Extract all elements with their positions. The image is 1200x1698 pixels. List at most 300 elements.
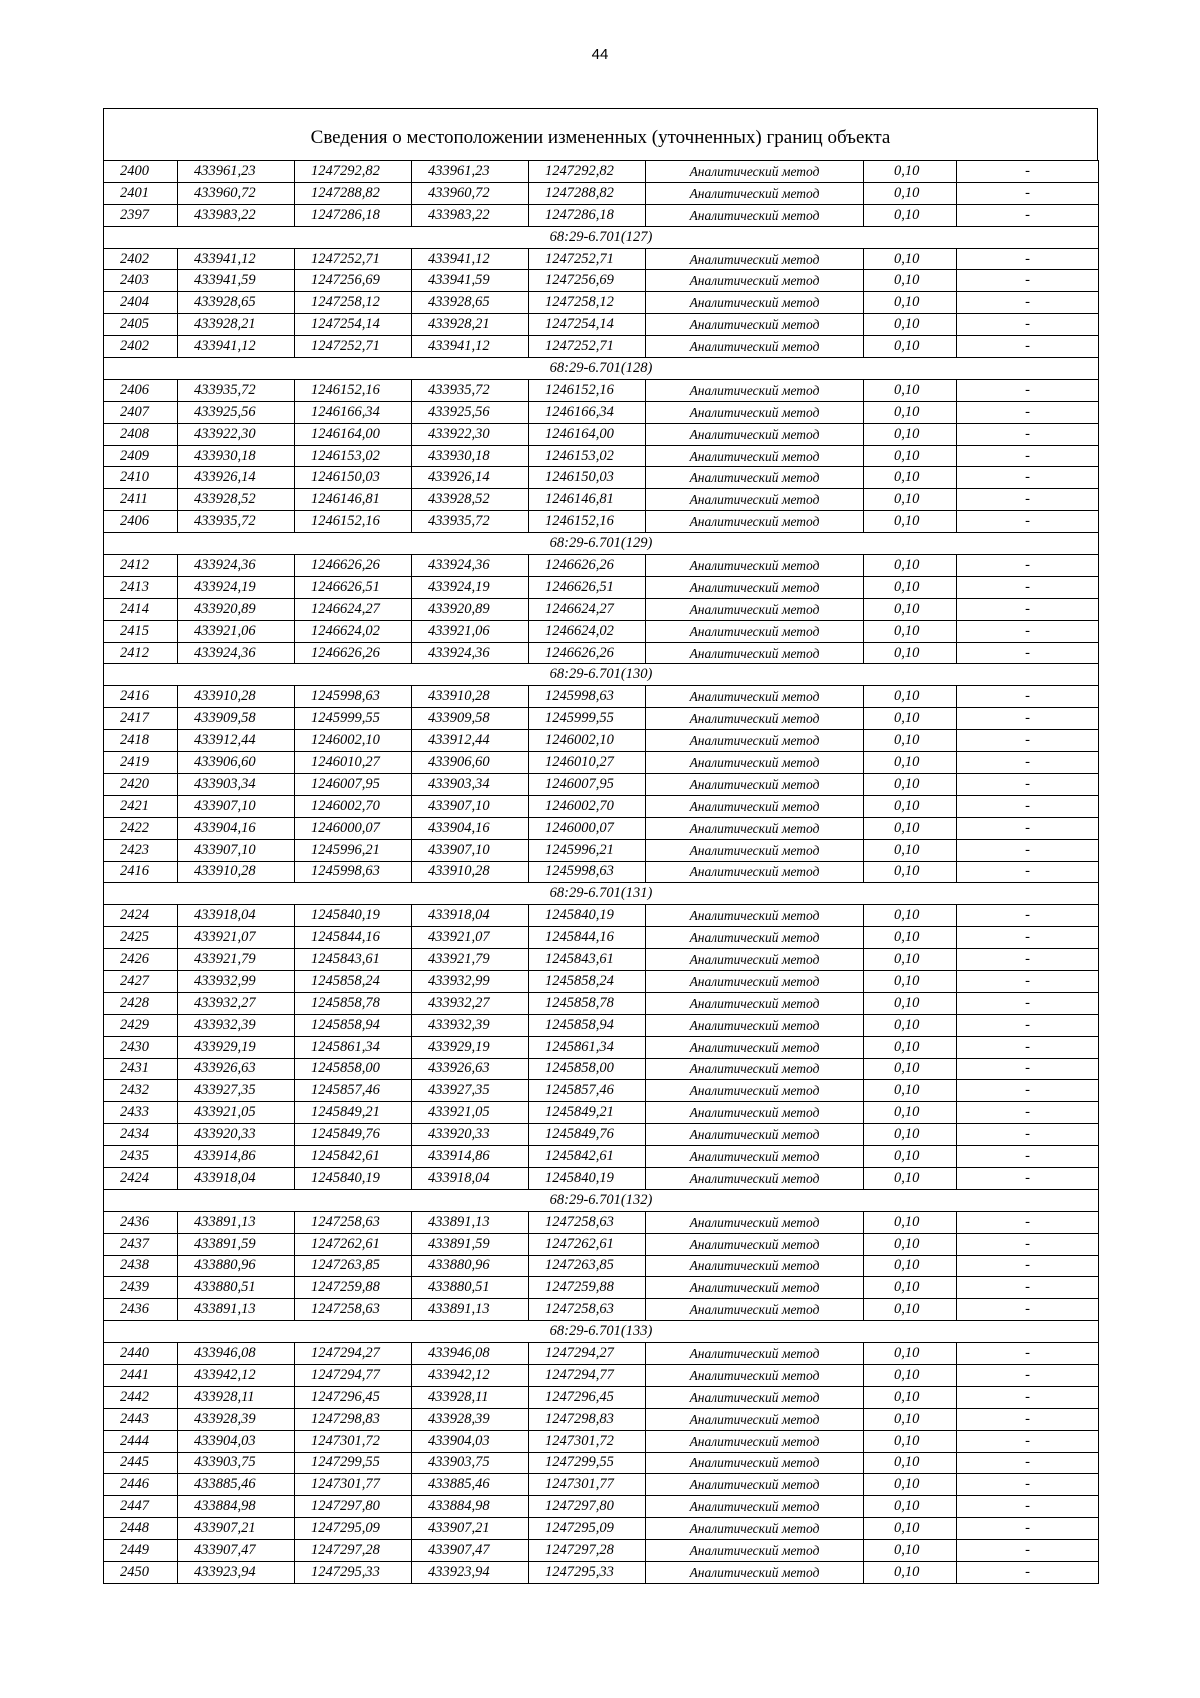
description-cell: - xyxy=(957,1102,1099,1124)
y-new-cell: 1246146,81 xyxy=(529,489,646,511)
y-new-cell: 1247259,88 xyxy=(529,1277,646,1299)
point-number-cell: 2426 xyxy=(104,949,178,971)
accuracy-cell: 0,10 xyxy=(864,270,957,292)
table-row xyxy=(104,467,1099,489)
x-new-cell: 433903,34 xyxy=(412,773,529,795)
y-old-cell: 1245857,46 xyxy=(295,1080,412,1102)
description-cell: - xyxy=(957,1211,1099,1233)
method-cell: Аналитический метод xyxy=(646,379,864,401)
y-old-cell: 1245840,19 xyxy=(295,905,412,927)
y-old-cell: 1246150,03 xyxy=(295,467,412,489)
x-old-cell: 433942,12 xyxy=(178,1364,295,1386)
point-number-cell: 2448 xyxy=(104,1518,178,1540)
table-row xyxy=(104,1430,1099,1452)
description-cell: - xyxy=(957,1299,1099,1321)
accuracy-cell: 0,10 xyxy=(864,1496,957,1518)
y-old-cell: 1245849,21 xyxy=(295,1102,412,1124)
x-new-cell: 433918,04 xyxy=(412,905,529,927)
table-row xyxy=(104,1255,1099,1277)
x-new-cell: 433941,12 xyxy=(412,336,529,358)
y-old-cell: 1245840,19 xyxy=(295,1167,412,1189)
y-new-cell: 1247252,71 xyxy=(529,248,646,270)
y-old-cell: 1246007,95 xyxy=(295,773,412,795)
x-old-cell: 433891,13 xyxy=(178,1211,295,1233)
y-new-cell: 1247292,82 xyxy=(529,161,646,183)
point-number-cell: 2444 xyxy=(104,1430,178,1452)
y-old-cell: 1246152,16 xyxy=(295,511,412,533)
point-number-cell: 2425 xyxy=(104,927,178,949)
x-new-cell: 433904,16 xyxy=(412,817,529,839)
table-row xyxy=(104,1518,1099,1540)
x-new-cell: 433935,72 xyxy=(412,511,529,533)
x-old-cell: 433907,47 xyxy=(178,1540,295,1562)
y-old-cell: 1247252,71 xyxy=(295,248,412,270)
accuracy-cell: 0,10 xyxy=(864,795,957,817)
x-old-cell: 433935,72 xyxy=(178,511,295,533)
y-new-cell: 1247301,72 xyxy=(529,1430,646,1452)
description-cell: - xyxy=(957,1146,1099,1168)
accuracy-cell: 0,10 xyxy=(864,182,957,204)
table-row xyxy=(104,949,1099,971)
point-number-cell: 2397 xyxy=(104,204,178,226)
x-new-cell: 433904,03 xyxy=(412,1430,529,1452)
accuracy-cell: 0,10 xyxy=(864,817,957,839)
table-row xyxy=(104,1036,1099,1058)
method-cell: Аналитический метод xyxy=(646,861,864,883)
accuracy-cell: 0,10 xyxy=(864,1562,957,1584)
description-cell: - xyxy=(957,1408,1099,1430)
method-cell: Аналитический метод xyxy=(646,752,864,774)
point-number-cell: 2439 xyxy=(104,1277,178,1299)
table-row xyxy=(104,314,1099,336)
point-number-cell: 2423 xyxy=(104,839,178,861)
table-title: Сведения о местоположении измененных (уточненных) границ объекта xyxy=(103,108,1098,160)
description-cell: - xyxy=(957,1036,1099,1058)
section-header-row xyxy=(104,664,1099,686)
description-cell: - xyxy=(957,1562,1099,1584)
method-cell: Аналитический метод xyxy=(646,620,864,642)
method-cell: Аналитический метод xyxy=(646,401,864,423)
table-row xyxy=(104,752,1099,774)
section-label: 68:29-6.701(133) xyxy=(104,1321,1099,1343)
method-cell: Аналитический метод xyxy=(646,1562,864,1584)
accuracy-cell: 0,10 xyxy=(864,1255,957,1277)
description-cell: - xyxy=(957,401,1099,423)
point-number-cell: 2421 xyxy=(104,795,178,817)
x-old-cell: 433904,16 xyxy=(178,817,295,839)
y-old-cell: 1247299,55 xyxy=(295,1452,412,1474)
table-row xyxy=(104,1452,1099,1474)
description-cell: - xyxy=(957,1343,1099,1365)
x-new-cell: 433983,22 xyxy=(412,204,529,226)
x-old-cell: 433921,06 xyxy=(178,620,295,642)
accuracy-cell: 0,10 xyxy=(864,839,957,861)
x-new-cell: 433910,28 xyxy=(412,861,529,883)
y-new-cell: 1247258,63 xyxy=(529,1299,646,1321)
accuracy-cell: 0,10 xyxy=(864,379,957,401)
description-cell: - xyxy=(957,161,1099,183)
x-new-cell: 433928,39 xyxy=(412,1408,529,1430)
description-cell: - xyxy=(957,949,1099,971)
x-old-cell: 433930,18 xyxy=(178,445,295,467)
table-row xyxy=(104,730,1099,752)
description-cell: - xyxy=(957,1518,1099,1540)
y-new-cell: 1245858,24 xyxy=(529,970,646,992)
table-row xyxy=(104,839,1099,861)
section-header-row xyxy=(104,1189,1099,1211)
method-cell: Аналитический метод xyxy=(646,1518,864,1540)
accuracy-cell: 0,10 xyxy=(864,445,957,467)
accuracy-cell: 0,10 xyxy=(864,970,957,992)
x-old-cell: 433907,10 xyxy=(178,839,295,861)
y-new-cell: 1247252,71 xyxy=(529,336,646,358)
x-new-cell: 433924,36 xyxy=(412,555,529,577)
description-cell: - xyxy=(957,248,1099,270)
method-cell: Аналитический метод xyxy=(646,1080,864,1102)
accuracy-cell: 0,10 xyxy=(864,927,957,949)
description-cell: - xyxy=(957,1452,1099,1474)
point-number-cell: 2446 xyxy=(104,1474,178,1496)
x-new-cell: 433929,19 xyxy=(412,1036,529,1058)
y-old-cell: 1246000,07 xyxy=(295,817,412,839)
y-old-cell: 1247297,80 xyxy=(295,1496,412,1518)
description-cell: - xyxy=(957,314,1099,336)
x-new-cell: 433921,79 xyxy=(412,949,529,971)
x-old-cell: 433941,12 xyxy=(178,336,295,358)
y-old-cell: 1246626,51 xyxy=(295,576,412,598)
point-number-cell: 2407 xyxy=(104,401,178,423)
description-cell: - xyxy=(957,992,1099,1014)
x-old-cell: 433926,63 xyxy=(178,1058,295,1080)
description-cell: - xyxy=(957,839,1099,861)
x-old-cell: 433920,33 xyxy=(178,1124,295,1146)
table-row xyxy=(104,708,1099,730)
section-label: 68:29-6.701(128) xyxy=(104,358,1099,380)
description-cell: - xyxy=(957,620,1099,642)
point-number-cell: 2429 xyxy=(104,1014,178,1036)
method-cell: Аналитический метод xyxy=(646,773,864,795)
y-old-cell: 1247292,82 xyxy=(295,161,412,183)
table-row xyxy=(104,642,1099,664)
table-row xyxy=(104,620,1099,642)
y-new-cell: 1247297,28 xyxy=(529,1540,646,1562)
table-row xyxy=(104,1474,1099,1496)
y-new-cell: 1247286,18 xyxy=(529,204,646,226)
table-row xyxy=(104,423,1099,445)
table-row xyxy=(104,1058,1099,1080)
method-cell: Аналитический метод xyxy=(646,1124,864,1146)
x-new-cell: 433923,94 xyxy=(412,1562,529,1584)
y-new-cell: 1245849,76 xyxy=(529,1124,646,1146)
table-row xyxy=(104,1211,1099,1233)
y-old-cell: 1247258,63 xyxy=(295,1211,412,1233)
method-cell: Аналитический метод xyxy=(646,423,864,445)
y-old-cell: 1246166,34 xyxy=(295,401,412,423)
table-row xyxy=(104,445,1099,467)
y-new-cell: 1245849,21 xyxy=(529,1102,646,1124)
section-label: 68:29-6.701(130) xyxy=(104,664,1099,686)
x-old-cell: 433924,36 xyxy=(178,642,295,664)
table-row xyxy=(104,817,1099,839)
method-cell: Аналитический метод xyxy=(646,730,864,752)
method-cell: Аналитический метод xyxy=(646,445,864,467)
y-new-cell: 1245844,16 xyxy=(529,927,646,949)
section-label: 68:29-6.701(132) xyxy=(104,1189,1099,1211)
description-cell: - xyxy=(957,1255,1099,1277)
method-cell: Аналитический метод xyxy=(646,204,864,226)
table-row xyxy=(104,795,1099,817)
accuracy-cell: 0,10 xyxy=(864,861,957,883)
point-number-cell: 2447 xyxy=(104,1496,178,1518)
x-old-cell: 433928,65 xyxy=(178,292,295,314)
point-number-cell: 2403 xyxy=(104,270,178,292)
y-new-cell: 1247288,82 xyxy=(529,182,646,204)
y-old-cell: 1246626,26 xyxy=(295,555,412,577)
x-new-cell: 433907,47 xyxy=(412,1540,529,1562)
accuracy-cell: 0,10 xyxy=(864,467,957,489)
y-old-cell: 1245858,94 xyxy=(295,1014,412,1036)
accuracy-cell: 0,10 xyxy=(864,1058,957,1080)
coordinates-table-body xyxy=(104,161,1099,1584)
x-old-cell: 433941,12 xyxy=(178,248,295,270)
description-cell: - xyxy=(957,1364,1099,1386)
accuracy-cell: 0,10 xyxy=(864,489,957,511)
y-old-cell: 1245858,78 xyxy=(295,992,412,1014)
point-number-cell: 2445 xyxy=(104,1452,178,1474)
y-new-cell: 1245840,19 xyxy=(529,1167,646,1189)
table-row xyxy=(104,861,1099,883)
table-row xyxy=(104,292,1099,314)
description-cell: - xyxy=(957,1277,1099,1299)
description-cell: - xyxy=(957,467,1099,489)
y-new-cell: 1247294,77 xyxy=(529,1364,646,1386)
x-new-cell: 433928,21 xyxy=(412,314,529,336)
method-cell: Аналитический метод xyxy=(646,1211,864,1233)
y-old-cell: 1247286,18 xyxy=(295,204,412,226)
point-number-cell: 2414 xyxy=(104,598,178,620)
point-number-cell: 2408 xyxy=(104,423,178,445)
point-number-cell: 2409 xyxy=(104,445,178,467)
y-old-cell: 1247256,69 xyxy=(295,270,412,292)
method-cell: Аналитический метод xyxy=(646,511,864,533)
point-number-cell: 2411 xyxy=(104,489,178,511)
section-header-row xyxy=(104,883,1099,905)
description-cell: - xyxy=(957,576,1099,598)
table-row xyxy=(104,1540,1099,1562)
method-cell: Аналитический метод xyxy=(646,1540,864,1562)
section-label: 68:29-6.701(131) xyxy=(104,883,1099,905)
x-new-cell: 433928,65 xyxy=(412,292,529,314)
y-old-cell: 1245849,76 xyxy=(295,1124,412,1146)
y-old-cell: 1247295,33 xyxy=(295,1562,412,1584)
y-old-cell: 1247262,61 xyxy=(295,1233,412,1255)
method-cell: Аналитический метод xyxy=(646,1452,864,1474)
y-old-cell: 1246153,02 xyxy=(295,445,412,467)
point-number-cell: 2431 xyxy=(104,1058,178,1080)
point-number-cell: 2436 xyxy=(104,1299,178,1321)
description-cell: - xyxy=(957,423,1099,445)
x-new-cell: 433926,63 xyxy=(412,1058,529,1080)
method-cell: Аналитический метод xyxy=(646,1299,864,1321)
y-old-cell: 1247252,71 xyxy=(295,336,412,358)
method-cell: Аналитический метод xyxy=(646,839,864,861)
method-cell: Аналитический метод xyxy=(646,292,864,314)
table-row xyxy=(104,270,1099,292)
point-number-cell: 2438 xyxy=(104,1255,178,1277)
method-cell: Аналитический метод xyxy=(646,817,864,839)
y-new-cell: 1247298,83 xyxy=(529,1408,646,1430)
description-cell: - xyxy=(957,1474,1099,1496)
method-cell: Аналитический метод xyxy=(646,927,864,949)
x-new-cell: 433921,06 xyxy=(412,620,529,642)
method-cell: Аналитический метод xyxy=(646,336,864,358)
y-old-cell: 1245842,61 xyxy=(295,1146,412,1168)
x-old-cell: 433928,52 xyxy=(178,489,295,511)
y-old-cell: 1246624,02 xyxy=(295,620,412,642)
table-row xyxy=(104,489,1099,511)
method-cell: Аналитический метод xyxy=(646,795,864,817)
y-old-cell: 1247254,14 xyxy=(295,314,412,336)
x-old-cell: 433918,04 xyxy=(178,1167,295,1189)
y-old-cell: 1247294,27 xyxy=(295,1343,412,1365)
method-cell: Аналитический метод xyxy=(646,992,864,1014)
x-new-cell: 433912,44 xyxy=(412,730,529,752)
point-number-cell: 2422 xyxy=(104,817,178,839)
section-label: 68:29-6.701(127) xyxy=(104,226,1099,248)
x-new-cell: 433884,98 xyxy=(412,1496,529,1518)
method-cell: Аналитический метод xyxy=(646,1277,864,1299)
x-old-cell: 433929,19 xyxy=(178,1036,295,1058)
table-row xyxy=(104,1299,1099,1321)
table-row xyxy=(104,992,1099,1014)
x-new-cell: 433907,21 xyxy=(412,1518,529,1540)
method-cell: Аналитический метод xyxy=(646,1058,864,1080)
y-old-cell: 1247263,85 xyxy=(295,1255,412,1277)
table-row xyxy=(104,1364,1099,1386)
y-new-cell: 1246152,16 xyxy=(529,379,646,401)
x-new-cell: 433903,75 xyxy=(412,1452,529,1474)
table-row xyxy=(104,1343,1099,1365)
accuracy-cell: 0,10 xyxy=(864,1233,957,1255)
accuracy-cell: 0,10 xyxy=(864,555,957,577)
y-new-cell: 1246153,02 xyxy=(529,445,646,467)
x-new-cell: 433880,96 xyxy=(412,1255,529,1277)
method-cell: Аналитический метод xyxy=(646,905,864,927)
y-old-cell: 1246624,27 xyxy=(295,598,412,620)
x-old-cell: 433906,60 xyxy=(178,752,295,774)
description-cell: - xyxy=(957,598,1099,620)
y-new-cell: 1245998,63 xyxy=(529,686,646,708)
x-old-cell: 433880,96 xyxy=(178,1255,295,1277)
accuracy-cell: 0,10 xyxy=(864,1518,957,1540)
y-new-cell: 1247258,63 xyxy=(529,1211,646,1233)
y-new-cell: 1247258,12 xyxy=(529,292,646,314)
accuracy-cell: 0,10 xyxy=(864,248,957,270)
x-new-cell: 433910,28 xyxy=(412,686,529,708)
y-new-cell: 1247294,27 xyxy=(529,1343,646,1365)
description-cell: - xyxy=(957,686,1099,708)
accuracy-cell: 0,10 xyxy=(864,1124,957,1146)
y-new-cell: 1246626,26 xyxy=(529,555,646,577)
y-old-cell: 1245843,61 xyxy=(295,949,412,971)
x-old-cell: 433918,04 xyxy=(178,905,295,927)
accuracy-cell: 0,10 xyxy=(864,1386,957,1408)
accuracy-cell: 0,10 xyxy=(864,1299,957,1321)
point-number-cell: 2400 xyxy=(104,161,178,183)
x-old-cell: 433961,23 xyxy=(178,161,295,183)
method-cell: Аналитический метод xyxy=(646,1014,864,1036)
y-new-cell: 1245999,55 xyxy=(529,708,646,730)
x-new-cell: 433941,12 xyxy=(412,248,529,270)
table-row xyxy=(104,970,1099,992)
x-new-cell: 433880,51 xyxy=(412,1277,529,1299)
x-old-cell: 433925,56 xyxy=(178,401,295,423)
x-old-cell: 433983,22 xyxy=(178,204,295,226)
description-cell: - xyxy=(957,1496,1099,1518)
point-number-cell: 2406 xyxy=(104,379,178,401)
table-row xyxy=(104,1080,1099,1102)
point-number-cell: 2412 xyxy=(104,642,178,664)
coordinates-document xyxy=(103,108,1098,1584)
y-new-cell: 1245843,61 xyxy=(529,949,646,971)
description-cell: - xyxy=(957,336,1099,358)
accuracy-cell: 0,10 xyxy=(864,642,957,664)
y-old-cell: 1247301,77 xyxy=(295,1474,412,1496)
y-old-cell: 1247295,09 xyxy=(295,1518,412,1540)
method-cell: Аналитический метод xyxy=(646,1233,864,1255)
accuracy-cell: 0,10 xyxy=(864,1343,957,1365)
table-row xyxy=(104,1496,1099,1518)
x-new-cell: 433885,46 xyxy=(412,1474,529,1496)
method-cell: Аналитический метод xyxy=(646,314,864,336)
y-new-cell: 1246624,27 xyxy=(529,598,646,620)
description-cell: - xyxy=(957,861,1099,883)
table-row xyxy=(104,1386,1099,1408)
method-cell: Аналитический метод xyxy=(646,970,864,992)
x-new-cell: 433941,59 xyxy=(412,270,529,292)
x-new-cell: 433932,99 xyxy=(412,970,529,992)
y-new-cell: 1246007,95 xyxy=(529,773,646,795)
x-old-cell: 433924,36 xyxy=(178,555,295,577)
accuracy-cell: 0,10 xyxy=(864,576,957,598)
method-cell: Аналитический метод xyxy=(646,686,864,708)
x-new-cell: 433932,27 xyxy=(412,992,529,1014)
description-cell: - xyxy=(957,1386,1099,1408)
table-row xyxy=(104,336,1099,358)
description-cell: - xyxy=(957,642,1099,664)
description-cell: - xyxy=(957,204,1099,226)
y-new-cell: 1245996,21 xyxy=(529,839,646,861)
point-number-cell: 2401 xyxy=(104,182,178,204)
x-new-cell: 433909,58 xyxy=(412,708,529,730)
y-new-cell: 1247256,69 xyxy=(529,270,646,292)
page-number: 44 xyxy=(591,46,609,63)
table-row xyxy=(104,576,1099,598)
table-row xyxy=(104,1233,1099,1255)
accuracy-cell: 0,10 xyxy=(864,1167,957,1189)
accuracy-cell: 0,10 xyxy=(864,773,957,795)
x-new-cell: 433891,13 xyxy=(412,1299,529,1321)
point-number-cell: 2449 xyxy=(104,1540,178,1562)
point-number-cell: 2432 xyxy=(104,1080,178,1102)
y-old-cell: 1245998,63 xyxy=(295,861,412,883)
table-row xyxy=(104,555,1099,577)
y-old-cell: 1245996,21 xyxy=(295,839,412,861)
point-number-cell: 2413 xyxy=(104,576,178,598)
accuracy-cell: 0,10 xyxy=(864,949,957,971)
x-old-cell: 433884,98 xyxy=(178,1496,295,1518)
description-cell: - xyxy=(957,1233,1099,1255)
